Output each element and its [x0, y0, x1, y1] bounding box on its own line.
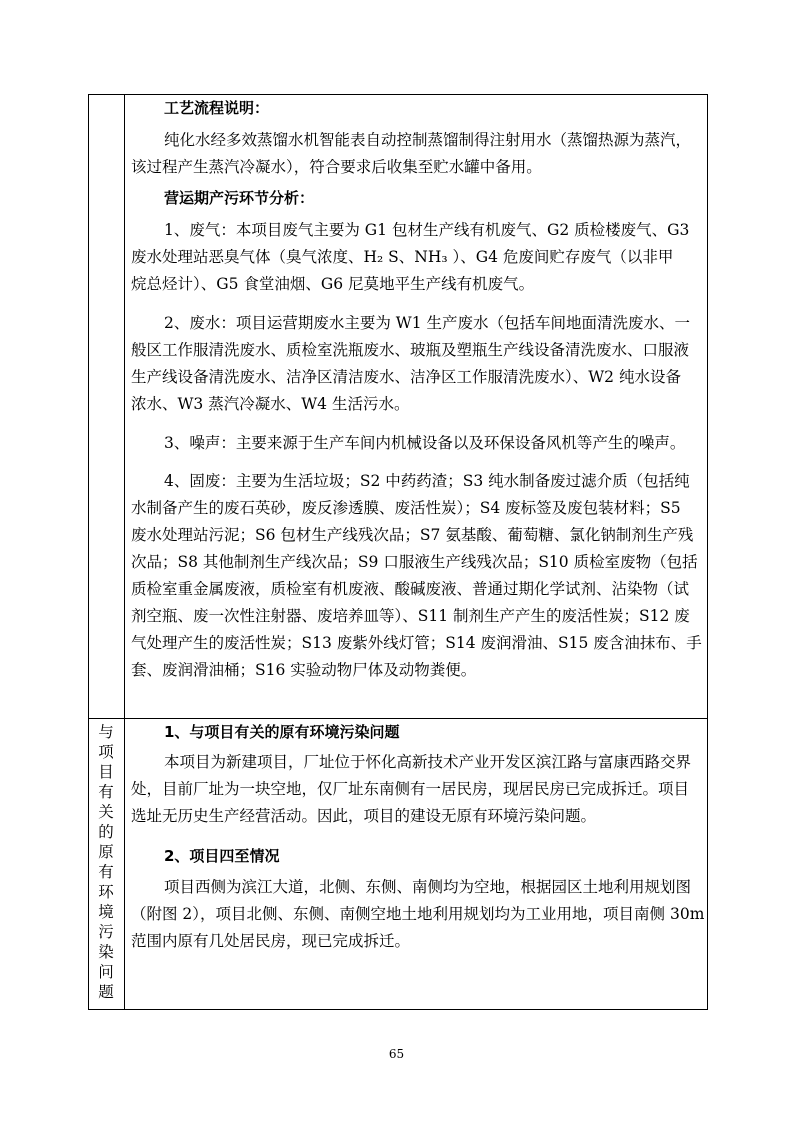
side-label-char: 项	[98, 743, 114, 761]
surroundings-heading: 2、项目四至情况	[164, 847, 280, 865]
gas-line: 废水处理站恶臭气体（臭气浓度、H₂ S、NH₃ ）、G4 危废间贮存废气（以非甲	[131, 248, 674, 266]
side-label-char: 题	[98, 983, 114, 1001]
side-label-char: 有	[98, 863, 114, 881]
side-label-char: 污	[98, 923, 114, 941]
process-line: 纯化水经多效蒸馏水机智能表自动控制蒸馏制得注射用水（蒸馏热源为蒸汽，	[164, 131, 692, 149]
solid-waste-line: 套、废润滑油桶；S16 实验动物尸体及动物粪便。	[131, 661, 477, 679]
existing-pollution-heading: 1、与项目有关的原有环境污染问题	[164, 723, 400, 741]
water-line: 生产线设备清洗废水、洁净区清洁废水、洁净区工作服清洗废水）、W2 纯水设备	[131, 368, 681, 386]
process-description-cell	[124, 94, 708, 718]
pollution-heading: 营运期产污环节分析：	[164, 189, 315, 207]
side-label-char: 问	[98, 963, 114, 981]
gas-line: 烷总烃计）、G5 食堂油烟、G6 尼莫地平生产线有机废气。	[131, 275, 535, 293]
side-label	[88, 718, 124, 1009]
side-label-char: 的	[98, 823, 114, 841]
solid-waste-line: 次品；S8 其他制剂生产线次品；S9 口服液生产线残次品；S10 质检室废物（包括	[131, 553, 698, 571]
surroundings-line: （附图 2），项目北侧、东侧、南侧空地土地利用规划均为工业用地，项目南侧 30m	[131, 905, 705, 923]
side-label-char: 与	[98, 723, 114, 741]
existing-pollution-line: 选址无历史生产经营活动。因此，项目的建设无原有环境污染问题。	[131, 807, 597, 825]
solid-waste-line: 气处理产生的废活性炭；S13 废紫外线灯管；S14 废润滑油、S15 废含油抹布、手	[131, 634, 702, 652]
water-line: 2、废水：项目运营期废水主要为 W1 生产废水（包括车间地面清洗废水、一	[164, 314, 691, 332]
solid-waste-line: 剂空瓶、废一次性注射器、废培养皿等）、S11 制剂生产产生的废活性炭；S12 废	[131, 607, 690, 625]
table-border-bottom	[88, 1009, 708, 1010]
side-label-char: 关	[98, 803, 114, 821]
solid-waste-line: 废水处理站污泥；S6 包材生产线残次品；S7 氨基酸、葡萄糖、氯化钠制剂生产残	[131, 526, 694, 544]
solid-waste-line: 4、固废：主要为生活垃圾；S2 中药药渣；S3 纯水制备废过滤介质（包括纯	[164, 472, 690, 490]
side-label-char: 境	[98, 903, 114, 921]
solid-waste-line: 质检室重金属废液，质检室有机废液、酸碱废液、普通过期化学试剂、沾染物（试	[131, 580, 690, 598]
existing-pollution-line: 处，目前厂址为一块空地，仅厂址东南侧有一居民房，现居民房已完成拆迁。项目	[131, 780, 690, 798]
side-label-char: 原	[98, 843, 114, 861]
solid-waste-line: 水制备产生的废石英砂，废反渗透膜、废活性炭）；S4 废标签及废包装材料；S5	[131, 499, 681, 517]
process-line: 该过程产生蒸汽冷凝水），符合要求后收集至贮水罐中备用。	[131, 158, 542, 176]
gas-line: 1、废气：本项目废气主要为 G1 包材生产线有机废气、G2 质检楼废气、G3	[164, 221, 690, 239]
side-label-char: 目	[98, 763, 114, 781]
page-number: 65	[388, 1047, 405, 1061]
surroundings-line: 范围内原有几处居民房，现已完成拆迁。	[131, 932, 411, 950]
surroundings-line: 项目西侧为滨江大道，北侧、东侧、南侧均为空地，根据园区土地利用规划图	[164, 878, 692, 896]
process-heading: 工艺流程说明：	[164, 99, 270, 117]
water-line: 浓水、W3 蒸汽冷凝水、W4 生活污水。	[131, 395, 410, 413]
existing-pollution-line: 本项目为新建项目，厂址位于怀化高新技术产业开发区滨江路与富康西路交界	[164, 753, 692, 771]
side-label-char: 环	[98, 883, 114, 901]
side-label-char: 有	[98, 783, 114, 801]
existing-pollution-cell	[124, 718, 708, 1009]
noise-line: 3、噪声：主要来源于生产车间内机械设备以及环保设备风机等产生的噪声。	[164, 434, 686, 452]
side-label-char: 染	[98, 943, 114, 961]
water-line: 般区工作服清洗废水、质检室洗瓶废水、玻瓶及塑瓶生产线设备清洗废水、口服液	[131, 341, 690, 359]
